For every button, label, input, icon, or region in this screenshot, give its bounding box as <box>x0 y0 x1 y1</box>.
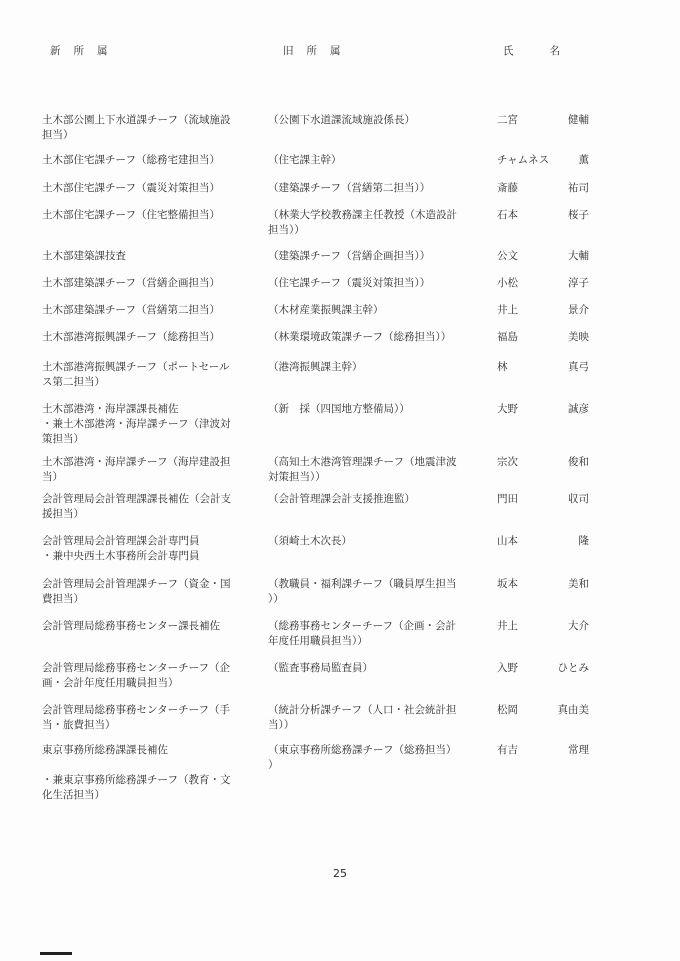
old-affiliation-cell: （住宅課主幹） <box>268 154 342 166</box>
family-name: 公文 <box>497 250 518 262</box>
given-name: 隆 <box>578 535 589 547</box>
name-cell <box>497 303 589 318</box>
given-name: 淳子 <box>568 277 589 289</box>
column-headers <box>0 44 680 60</box>
given-name: 真由美 <box>557 704 589 716</box>
given-name: ひとみ <box>557 662 589 674</box>
family-name: 門田 <box>497 493 518 505</box>
old-affiliation-cell: （会計管理課会計支援推進監） <box>268 493 415 505</box>
new-affiliation-cell: 土木部港湾振興課チーフ（総務担当） <box>42 331 220 343</box>
name-cell <box>497 577 589 592</box>
given-name: 常理 <box>568 744 589 756</box>
name-cell <box>497 113 589 128</box>
old-affiliation-cell: （林業環境政策課チーフ（総務担当）） <box>268 331 452 343</box>
family-name: 大野 <box>497 403 518 415</box>
family-name: 石本 <box>497 209 518 221</box>
given-name: 誠彦 <box>568 403 589 415</box>
family-name: 有吉 <box>497 744 518 756</box>
old-affiliation-cell: （高知土木港湾管理課チーフ（地震津波 対策担当）） <box>268 456 457 483</box>
new-affiliation-cell: 土木部港湾振興課チーフ（ポートセール ス第二担当） <box>42 361 230 388</box>
header-name: 氏名 <box>503 45 596 57</box>
given-name: 美和 <box>568 578 589 590</box>
family-name: 入野 <box>497 662 518 674</box>
name-cell <box>497 360 589 375</box>
name-cell <box>497 534 589 549</box>
given-name: 薫 <box>578 154 589 166</box>
old-affiliation-cell: （教職員・福利課チーフ（職員厚生担当 ）） <box>268 578 457 605</box>
given-name: 大輔 <box>568 250 589 262</box>
old-affiliation-cell: （建築課チーフ（営繕第二担当）） <box>268 182 431 194</box>
new-affiliation-cell: 会計管理局総務事務センターチーフ（手 当・旅費担当） <box>42 704 231 731</box>
name-cell <box>497 181 589 196</box>
new-affiliation-cell: 土木部建築課チーフ（営繕第二担当） <box>42 304 220 316</box>
new-affiliation-cell: 土木部建築課技査 <box>42 250 126 262</box>
given-name: 俊和 <box>568 456 589 468</box>
name-cell <box>497 330 589 345</box>
old-affiliation-cell: （公園下水道課流域施設係長） <box>268 114 415 126</box>
new-affiliation-cell: 会計管理局総務事務センター課長補佐 <box>42 620 221 632</box>
family-name: 小松 <box>497 277 518 289</box>
new-affiliation-cell: 土木部港湾・海岸課課長補佐 ・兼土木部港湾・海岸課チーフ（津波対 策担当） <box>42 403 231 445</box>
given-name: 桜子 <box>568 209 589 221</box>
name-cell <box>497 743 589 758</box>
old-affiliation-cell: （木材産業振興課主幹） <box>268 304 384 316</box>
family-name: チャムネス <box>497 154 550 166</box>
old-affiliation-cell: （監査事務局監査員） <box>268 662 373 674</box>
new-affiliation-cell: 土木部住宅課チーフ（住宅整備担当） <box>42 209 220 221</box>
header-old-affiliation: 旧所属 <box>283 45 354 57</box>
family-name: 井上 <box>497 304 518 316</box>
scan-edge-mark <box>40 952 72 955</box>
header-new-affiliation: 新所属 <box>50 45 121 57</box>
new-affiliation-cell: 土木部港湾・海岸課チーフ（海岸建設担 当） <box>42 456 231 483</box>
name-cell <box>497 153 589 168</box>
given-name: 美映 <box>568 331 589 343</box>
name-cell <box>497 661 589 676</box>
given-name: 健輔 <box>568 114 589 126</box>
new-affiliation-cell: 土木部建築課チーフ（営繕企画担当） <box>42 277 220 289</box>
name-cell <box>497 455 589 470</box>
old-affiliation-cell: （建築課チーフ（営繕企画担当）） <box>268 250 431 262</box>
given-name: 景介 <box>568 304 589 316</box>
new-affiliation-cell: 会計管理局会計管理課会計専門員 ・兼中央西土木事務所会計専門員 <box>42 535 200 562</box>
family-name: 井上 <box>497 620 518 632</box>
name-cell <box>497 402 589 417</box>
new-affiliation-cell: 会計管理局会計管理課チーフ（資金・国 費担当） <box>42 578 231 605</box>
new-affiliation-cell: 東京事務所総務課課長補佐 ・兼東京事務所総務課チーフ（教育・文 化生活担当） <box>42 744 231 801</box>
family-name: 松岡 <box>497 704 518 716</box>
given-name: 祐司 <box>568 182 589 194</box>
old-affiliation-cell: （総務事務センターチーフ（企画・会計 年度任用職員担当）） <box>268 620 457 647</box>
old-affiliation-cell: （住宅課チーフ（震災対策担当）） <box>268 277 431 289</box>
new-affiliation-cell: 土木部住宅課チーフ（総務宅建担当） <box>42 154 220 166</box>
name-cell <box>497 492 589 507</box>
old-affiliation-cell: （東京事務所総務課チーフ（総務担当） ） <box>268 744 457 771</box>
given-name: 大介 <box>568 620 589 632</box>
name-cell <box>497 276 589 291</box>
old-affiliation-cell: （統計分析課チーフ（人口・社会統計担 当）） <box>268 704 457 731</box>
family-name: 斎藤 <box>497 182 518 194</box>
name-cell <box>497 249 589 264</box>
new-affiliation-cell: 土木部公園上下水道課チーフ（流域施設 担当） <box>42 114 231 141</box>
new-affiliation-cell: 会計管理局総務事務センターチーフ（企 画・会計年度任用職員担当） <box>42 662 231 689</box>
page-number: 25 <box>333 867 347 880</box>
name-cell <box>497 208 589 223</box>
new-affiliation-cell: 会計管理局会計管理課課長補佐（会計支 援担当） <box>42 493 231 520</box>
given-name: 真弓 <box>568 361 589 373</box>
family-name: 坂本 <box>497 578 518 590</box>
new-affiliation-cell: 土木部住宅課チーフ（震災対策担当） <box>42 182 220 194</box>
name-cell <box>497 703 589 718</box>
old-affiliation-cell: （須崎土木次長） <box>268 535 352 547</box>
given-name: 収司 <box>568 493 589 505</box>
family-name: 山本 <box>497 535 518 547</box>
old-affiliation-cell: （港湾振興課主幹） <box>268 361 363 373</box>
name-cell <box>497 619 589 634</box>
family-name: 宗次 <box>497 456 518 468</box>
family-name: 林 <box>497 361 508 373</box>
family-name: 二宮 <box>497 114 518 126</box>
family-name: 福島 <box>497 331 518 343</box>
old-affiliation-cell: （林業大学校教務課主任教授（木造設計 担当）） <box>268 209 457 236</box>
old-affiliation-cell: （新 採（四国地方整備局）） <box>268 403 410 415</box>
